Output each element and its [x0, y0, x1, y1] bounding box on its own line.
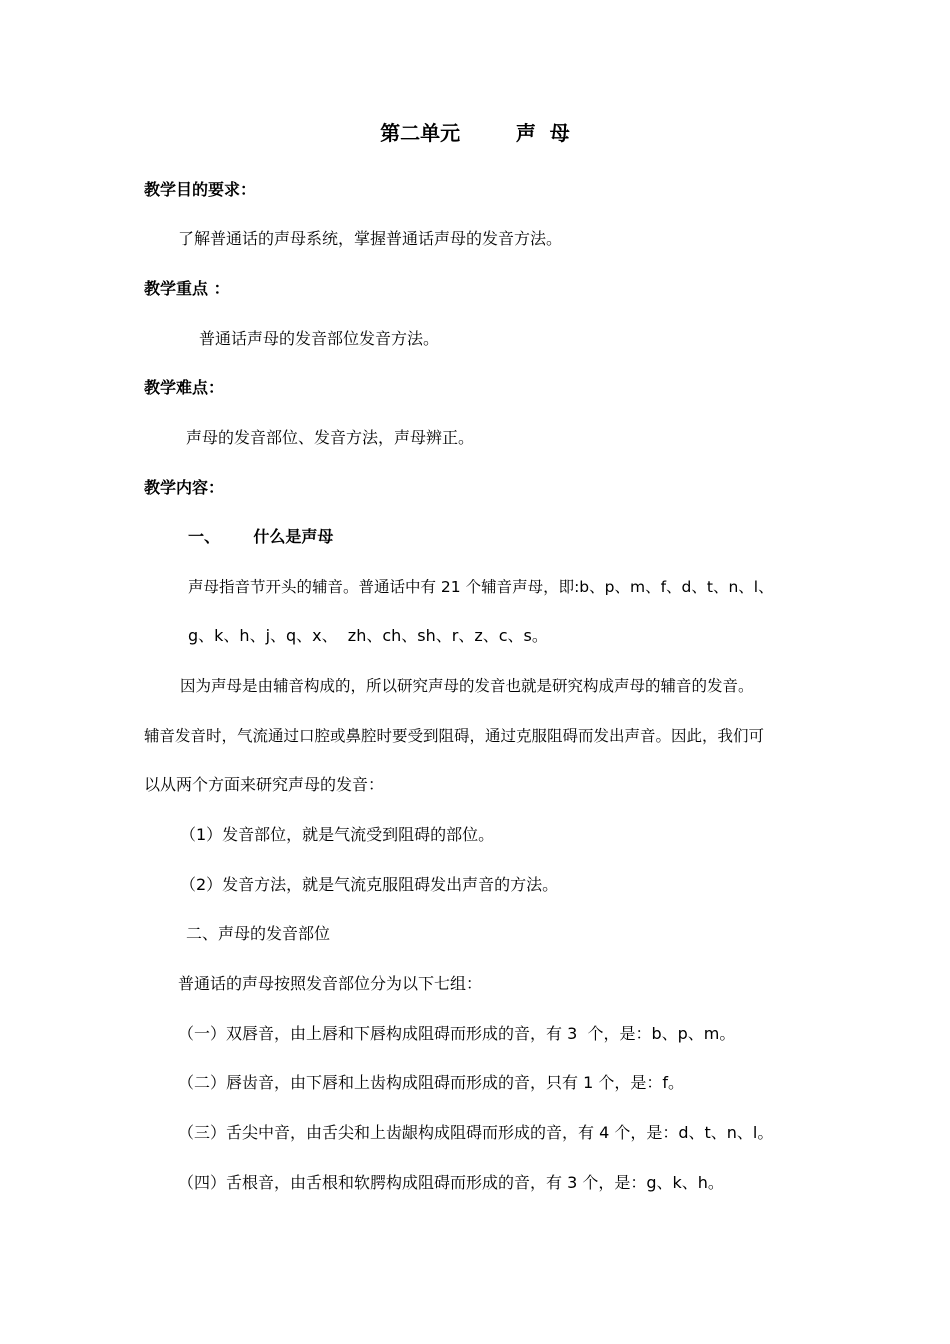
paragraph-line: 声母指音节开头的辅音。普通话中有 21 个辅音声母，即:b、p、m、f、d、t、n、l、	[188, 578, 774, 596]
list-item: （2）发音方法，就是气流克服阻碍发出声音的方法。	[180, 875, 559, 894]
key-text: 普通话声母的发音部位发音方法。	[199, 329, 440, 348]
part2-intro: 普通话的声母按照发音部位分为以下七组：	[178, 974, 483, 993]
paragraph-line: 以从两个方面来研究声母的发音：	[144, 775, 385, 794]
paragraph-line: 辅音发音时，气流通过口腔或鼻腔时要受到阻碍，通过克服阻碍而发出声音。因此，我们可	[144, 727, 765, 745]
list-item: （1）发音部位，就是气流受到阻碍的部位。	[180, 825, 495, 844]
paragraph-line: g、k、h、j、q、x、 zh、ch、sh、r、z、c、s。	[188, 626, 548, 645]
difficulty-text: 声母的发音部位、发音方法，声母辨正。	[186, 428, 475, 447]
page-title: 第二单元 声 母	[380, 121, 570, 145]
content-heading: 教学内容：	[144, 478, 225, 497]
list-item: （二）唇齿音，由下唇和上齿构成阻碍而形成的音，只有 1 个，是：f。	[178, 1073, 684, 1092]
goal-heading: 教学目的要求：	[144, 180, 257, 199]
list-item: （四）舌根音，由舌根和软腭构成阻碍而形成的音，有 3 个，是：g、k、h。	[178, 1173, 724, 1192]
part2-heading: 二、声母的发音部位	[186, 924, 331, 943]
goal-text: 了解普通话的声母系统，掌握普通话声母的发音方法。	[178, 229, 563, 248]
key-heading: 教学重点 ：	[144, 279, 230, 298]
part1-heading: 一、 什么是声母	[188, 527, 334, 546]
list-item: （三）舌尖中音，由舌尖和上齿龈构成阻碍而形成的音，有 4 个，是：d、t、n、l。	[178, 1123, 774, 1142]
difficulty-heading: 教学难点：	[144, 378, 225, 397]
paragraph-line: 因为声母是由辅音构成的，所以研究声母的发音也就是研究构成声母的辅音的发音。	[180, 677, 754, 695]
list-item: （一）双唇音，由上唇和下唇构成阻碍而形成的音，有 3 个，是：b、p、m。	[178, 1024, 736, 1043]
